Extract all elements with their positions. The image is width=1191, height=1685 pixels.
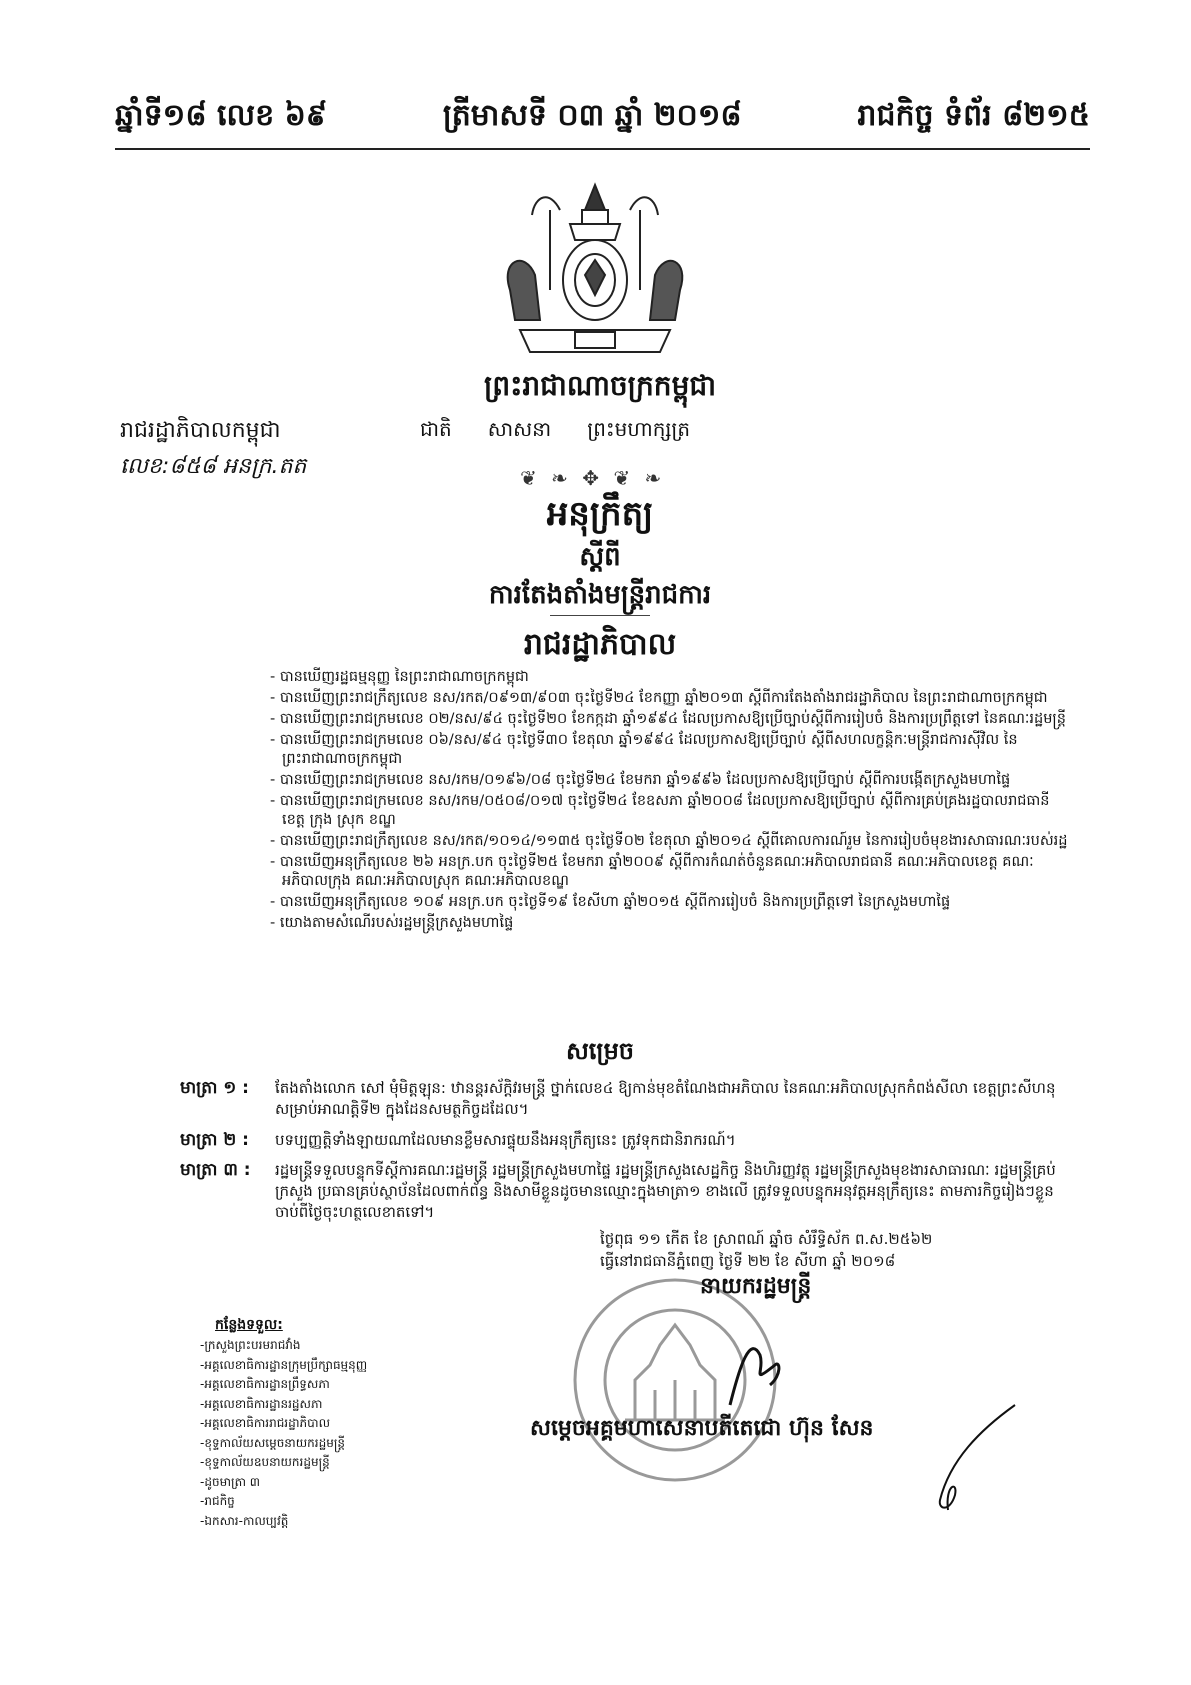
recital-item: - បានឃើញអនុក្រឹត្យលេខ ១០៩ អនក្រ.បក ចុះថ្ងៃទី១៩ ខែសីហា ឆ្នាំ២០១៥ ស្តីពីការរៀបចំ និងការប្រព្រឹត្តទៅ នៃក្រសួងមហាផ្ទៃ: [270, 894, 951, 910]
signature-mark: [720, 1325, 790, 1415]
signer-title: នាយករដ្ឋមន្ត្រី: [700, 1274, 812, 1299]
signer-name: សម្តេចអគ្គមហាសេនាបតីតេជោ ហ៊ុន សែន: [530, 1416, 874, 1441]
recipient-item: -អគ្គលេខាធិការដ្ឋានព្រឹទ្ធសភា: [200, 1377, 330, 1391]
article-3: [180, 1160, 1070, 1223]
article-label: មាត្រា ២ :: [180, 1130, 249, 1150]
recital-item: - បានឃើញព្រះរាជក្រមលេខ នស/រកម/០៥០៨/០១៧ ចុះថ្ងៃទី២៤ ខែឧសភា ឆ្នាំ២០០៨ ដែលប្រកាសឱ្យប្រើច្បាប់ ស្តីពីការគ្រប់គ្រងរដ្ឋបាលរាជធានី ខេត្ត ក្រុង ស្រុក ខណ្ឌ: [270, 793, 1050, 828]
article-text: រដ្ឋមន្ត្រីទទួលបន្ទុកទីស្តីការគណៈរដ្ឋមន្ត្រី រដ្ឋមន្ត្រីក្រសួងមហាផ្ទៃ រដ្ឋមន្ត្រីក្រសួងសេដ្ឋកិច្ច និងហិរញ្ញវត្ថុ រដ្ឋមន្ត្រីក្រសួងមុខងារសាធារណៈ រដ្ឋមន្ត្រីគ្រប់ក្រសួង ប្រធានគ្រប់ស្ថាប័នដែលពាក់ព័ន្ធ និងសាមីខ្លួនដូចមានឈ្មោះក្នុងមាត្រា១ ខាងលើ ត្រូវទទួលបន្ទុកអនុវត្តអនុក្រឹត្យនេះ តាមភារកិច្ចរៀងៗខ្លួនចាប់ពីថ្ងៃចុះហត្ថលេខាតទៅ។: [275, 1161, 1056, 1221]
article-label: មាត្រា ១ :: [180, 1078, 249, 1098]
recital-item: - បានឃើញព្រះរាជក្រមលេខ ០៦/នស/៩៤ ចុះថ្ងៃទី៣០ ខែតុលា ឆ្នាំ១៩៩៤ ដែលប្រកាសឱ្យប្រើច្បាប់ ស្តីពីសហលក្ខន្តិកៈមន្ត្រីរាជការស៊ីវិល នៃព្រះរាជាណាចក្រកម្ពុជា: [270, 732, 1018, 767]
recipient-item: -ក្រសួងព្រះបរមរាជវាំង: [200, 1338, 301, 1352]
recital-item: - បានឃើញរដ្ឋធម្មនុញ្ញ នៃព្រះរាជាណាចក្រកម្ពុជា: [270, 669, 529, 685]
header-rule: [115, 148, 1090, 150]
motto-religion: សាសនា: [487, 417, 552, 441]
reference-number: លេខ:៨៥៨ អនក្រ.តត: [120, 454, 307, 479]
article-label: មាត្រា ៣ :: [180, 1160, 251, 1180]
recital-item: - បានឃើញព្រះរាជក្រមលេខ ០២/នស/៩៤ ចុះថ្ងៃទី២០ ខែកក្កដា ឆ្នាំ១៩៩៤ ដែលប្រកាសឱ្យប្រើច្បាប់ស្តីពីការរៀបចំ និងការប្រព្រឹត្តទៅ នៃគណៈរដ្ឋមន្ត្រី: [270, 711, 1066, 727]
recital-item: - យោងតាមសំណើរបស់រដ្ឋមន្ត្រីក្រសួងមហាផ្ទៃ: [270, 915, 514, 931]
article-text: បទប្បញ្ញត្តិទាំងឡាយណាដែលមានខ្លឹមសារផ្ទុយនឹងអនុក្រឹត្យនេះ ត្រូវទុកជានិរាករណ៍។: [275, 1131, 736, 1149]
issuer-name: រាជរដ្ឋាភិបាលកម្ពុជា: [120, 418, 281, 443]
article-text: តែងតាំងលោក សៅ មុំមិត្តឡុន: ឋានន្តរស័ក្តិវរមន្ត្រី ថ្នាក់លេខ៤ ឱ្យកាន់មុខតំណែងជាអភិបាល នៃគណៈអភិបាលស្រុកកំពង់សីលា ខេត្តព្រះសីហនុ សម្រាប់អាណត្តិទី២ ក្នុងដែនសមត្ថកិច្ចដដែល។: [275, 1079, 1056, 1118]
document-about: ស្តីពី: [579, 542, 621, 572]
article-2: [180, 1130, 1070, 1151]
document-subject: ការតែងតាំងមន្ត្រីរាជការ: [488, 580, 712, 610]
recipient-item: -ខុទ្ទកាល័យឧបនាយករដ្ឋមន្ត្រី: [200, 1455, 330, 1469]
royal-arms-emblem-icon: [490, 180, 700, 360]
national-motto: [420, 416, 690, 446]
initial-mark: [920, 1400, 1020, 1520]
subject-rule: [550, 615, 650, 616]
recipient-item: -ខុទ្ទកាល័យសម្តេចនាយករដ្ឋមន្ត្រី: [200, 1435, 346, 1450]
kingdom-title: ព្រះរាជាណាចក្រកម្ពុជា: [483, 369, 716, 402]
recital-item: - បានឃើញអនុក្រឹត្យលេខ ២៦ អនក្រ.បក ចុះថ្ងៃទី២៥ ខែមករា ឆ្នាំ២០០៩ ស្តីពីការកំណត់ចំនួនគណៈអភិបាលរាជធានី គណៈអភិបាលខេត្ត គណៈអភិបាលក្រុង គណៈអភិបាលស្រុក គណៈអភិបាលខណ្ឌ: [270, 854, 1034, 889]
gazette-page: រាជកិច្ច ទំព័រ ៨២១៥: [857, 98, 1090, 133]
solar-date: ធ្វើនៅរាជធានីភ្នំពេញ ថ្ងៃទី ២២ ខែ សីហា ឆ្នាំ ២០១៨: [600, 1252, 896, 1270]
recipients-list: [200, 1336, 367, 1531]
motto-nation: ជាតិ: [420, 417, 452, 441]
lunar-date: ថ្ងៃពុធ ១១ កើត ខែ ស្រាពណ៍ ឆ្នាំច សំរឹទ្ធិស័ក ព.ស.២៥៦២: [600, 1230, 933, 1248]
gazette-header: [115, 92, 1090, 140]
recipient-item: -ដូចមាត្រា ៣: [200, 1474, 261, 1489]
recital-item: - បានឃើញព្រះរាជក្រឹត្យលេខ នស/រកត/១០១៤/១១៣៥ ចុះថ្ងៃទី០២ ខែតុលា ឆ្នាំ២០១៤ ស្តីពីគោលការណ៍រួម នៃការរៀបចំមុខងារសាធារណៈរបស់រដ្ឋ: [270, 833, 1068, 849]
issuing-authority: រាជរដ្ឋាភិបាល: [523, 627, 677, 662]
recipient-item: -អគ្គលេខាធិការដ្ឋានក្រុមប្រឹក្សាធម្មនុញ្ញ: [200, 1357, 368, 1372]
recipients-title: កន្លែងទទួល:: [215, 1317, 283, 1333]
recipient-item: -អគ្គលេខាធិការដ្ឋានរដ្ឋសភា: [200, 1396, 323, 1411]
document-type: អនុក្រឹត្យ: [546, 494, 654, 534]
recital-item: - បានឃើញព្រះរាជក្រមលេខ នស/រកម/០១៩៦/០៨ ចុះថ្ងៃទី២៤ ខែមករា ឆ្នាំ១៩៩៦ ដែលប្រកាសឱ្យប្រើច្បាប់ ស្តីពីការបង្កើតក្រសួងមហាផ្ទៃ: [270, 772, 1011, 788]
recitals-list: [270, 668, 1070, 935]
recital-item: - បានឃើញព្រះរាជក្រឹត្យលេខ នស/រកត/០៩១៣/៩០៣ ចុះថ្ងៃទី២៤ ខែកញ្ញា ឆ្នាំ២០១៣ ស្តីពីការតែងតាំងរាជរដ្ឋាភិបាល នៃព្រះរាជាណាចក្រកម្ពុជា: [270, 690, 1048, 706]
recipient-item: -រាជកិច្ច: [200, 1494, 235, 1508]
decision-heading: សម្រេច: [565, 1037, 635, 1065]
ornament-divider: ❦ ❧ ✥ ❦ ❧: [520, 466, 666, 490]
article-1: [180, 1078, 1070, 1120]
motto-king: ព្រះមហាក្សត្រ: [587, 417, 691, 441]
recipient-item: -ឯកសារ-កាលប្បវត្តិ: [200, 1513, 289, 1528]
recipient-item: -អគ្គលេខាធិការរាជរដ្ឋាភិបាល: [200, 1416, 331, 1430]
gazette-quarter: ត្រីមាសទី ០៣ ឆ្នាំ ២០១៨: [442, 98, 742, 133]
gazette-year-issue: ឆ្នាំទី១៨ លេខ ៦៩: [115, 98, 328, 133]
